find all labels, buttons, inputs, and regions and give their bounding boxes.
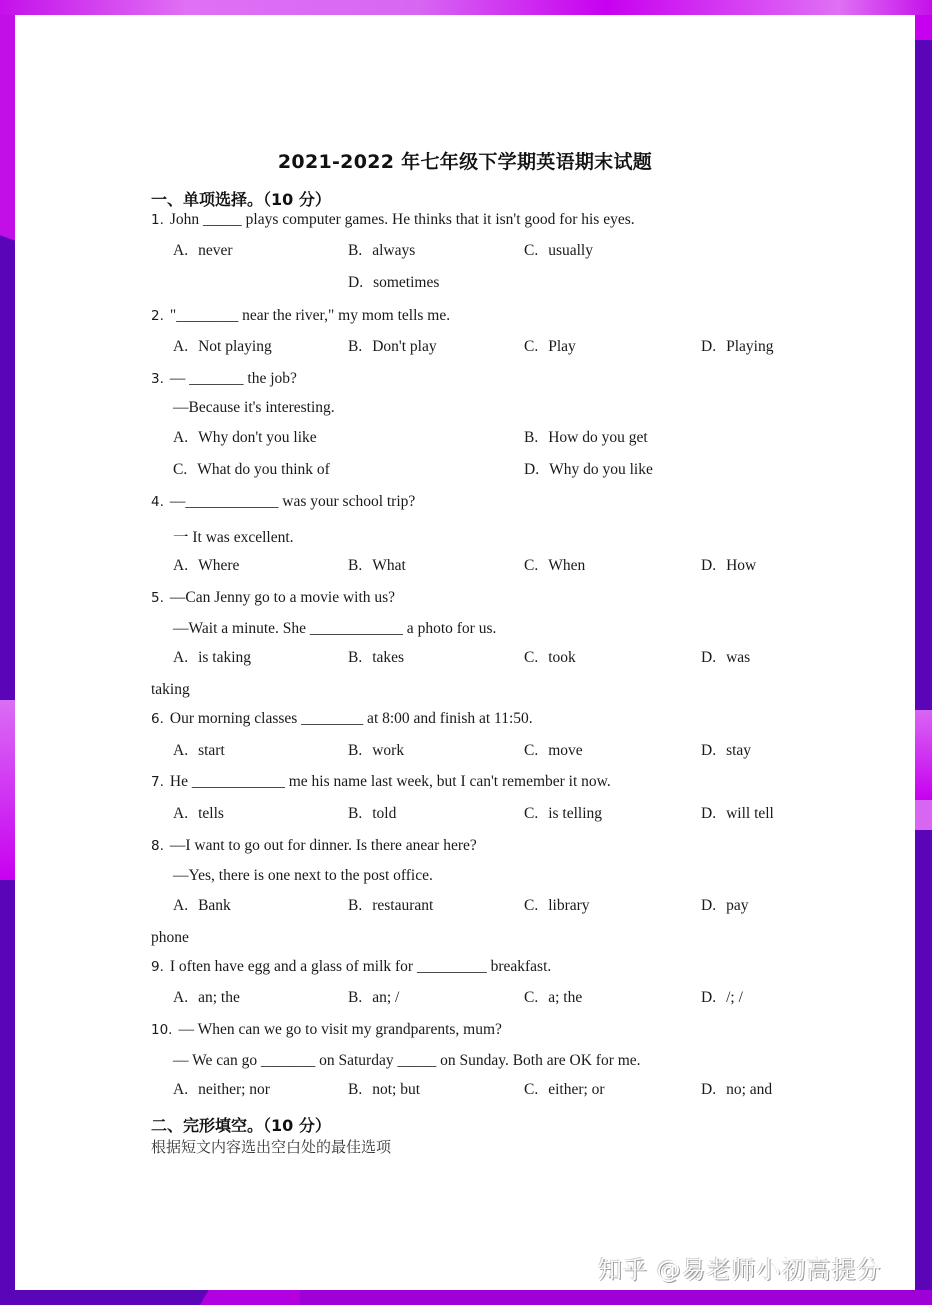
question-text: —____________ was your school trip? [169, 493, 416, 510]
option-text: restaurant [372, 897, 434, 914]
option-letter: B. [348, 897, 363, 914]
option-letter: A. [173, 1081, 189, 1098]
option-letter: D. [701, 805, 717, 822]
option-text: not; but [372, 1081, 421, 1098]
page-title: 2021-2022 年七年级下学期英语期末试题 [277, 151, 653, 173]
option-a[interactable] [173, 742, 225, 760]
option-text: /; / [726, 989, 743, 1006]
option-d[interactable] [701, 805, 774, 823]
exam-sheet [15, 15, 915, 1290]
option-b[interactable] [348, 649, 404, 667]
option-text: Playing [726, 338, 774, 355]
question-text: He ____________ me his name last week, but I can't remember it now. [169, 773, 611, 790]
option-letter: D. [701, 649, 717, 666]
option-a[interactable] [173, 338, 272, 356]
option-letter: A. [173, 897, 189, 914]
section-heading-single-choice: 一、单项选择。（10 分） [151, 190, 331, 209]
option-letter: C. [524, 338, 539, 355]
option-text: Why do you like [549, 461, 653, 478]
option-letter: C. [524, 649, 539, 666]
option-c[interactable] [524, 338, 576, 356]
option-text: was [726, 649, 751, 666]
option-letter: B. [524, 429, 539, 446]
question-text: — When can we go to visit my grandparents, mum? [178, 1021, 502, 1038]
question-number: 10. [151, 1022, 173, 1038]
option-text: When [548, 557, 586, 574]
option-c[interactable] [524, 742, 583, 760]
question-number: 9. [151, 959, 164, 975]
question-reply: —Wait a minute. She ____________ a photo for us. [173, 620, 497, 637]
option-letter: D. [348, 274, 364, 291]
option-a[interactable] [173, 649, 251, 667]
option-letter: D. [701, 557, 717, 574]
option-d[interactable] [348, 274, 439, 292]
option-letter: C. [173, 461, 188, 478]
question-text: John _____ plays computer games. He thinks that it isn't good for his eyes. [169, 211, 635, 228]
option-text: work [372, 742, 405, 759]
option-text: Play [548, 338, 576, 355]
question-text: Our morning classes ________ at 8:00 and finish at 11:50. [169, 710, 533, 727]
option-text: tells [198, 805, 224, 822]
option-text: neither; nor [198, 1081, 270, 1098]
option-text: How do you get [548, 429, 648, 446]
question-stem [151, 493, 415, 511]
option-c[interactable] [524, 1081, 605, 1099]
option-letter: A. [173, 242, 189, 259]
question-stem [151, 958, 551, 976]
option-text: told [372, 805, 397, 822]
option-letter: D. [701, 1081, 717, 1098]
question-stem [151, 773, 611, 791]
option-a[interactable] [173, 989, 240, 1007]
option-text: an; the [198, 989, 240, 1006]
option-letter: C. [524, 989, 539, 1006]
option-letter: A. [173, 742, 189, 759]
option-text: Not playing [198, 338, 272, 355]
section-heading-cloze: 二、完形填空。（10 分） [151, 1116, 331, 1135]
question-number: 6. [151, 711, 164, 727]
question-stem [151, 211, 635, 229]
decor-shape [0, 0, 932, 15]
question-text: I often have egg and a glass of milk for _________ breakfast. [169, 958, 552, 975]
option-letter: A. [173, 338, 189, 355]
option-a[interactable] [173, 1081, 270, 1099]
option-d-wrap: taking [151, 681, 190, 698]
option-c[interactable] [524, 805, 602, 823]
option-letter: C. [524, 1081, 539, 1098]
option-text: stay [726, 742, 752, 759]
option-letter: B. [348, 242, 363, 259]
option-text: no; and [726, 1081, 773, 1098]
question-stem [151, 1021, 502, 1039]
option-text: move [548, 742, 583, 759]
option-text: either; or [548, 1081, 605, 1098]
section-instruction: 根据短文内容选出空白处的最佳选项 [151, 1138, 392, 1156]
option-a[interactable] [173, 429, 317, 447]
option-text: never [198, 242, 233, 259]
option-letter: A. [173, 557, 189, 574]
option-c[interactable] [524, 989, 582, 1007]
option-letter: A. [173, 989, 189, 1006]
option-letter: C. [524, 242, 539, 259]
option-d[interactable] [524, 461, 653, 479]
option-c[interactable] [524, 557, 585, 575]
option-text: takes [372, 649, 405, 666]
option-c[interactable] [524, 242, 593, 260]
question-number: 8. [151, 838, 164, 854]
option-text: usually [548, 242, 593, 259]
option-d[interactable] [701, 897, 748, 915]
question-stem [151, 589, 395, 607]
question-stem [151, 837, 477, 855]
question-text: — _______ the job? [169, 370, 297, 387]
option-d[interactable] [701, 742, 751, 760]
option-text: library [548, 897, 590, 914]
option-d[interactable] [701, 989, 743, 1007]
option-text: is telling [548, 805, 603, 822]
question-reply: —Yes, there is one next to the post office. [173, 867, 433, 884]
option-letter: B. [348, 557, 363, 574]
decor-shape [300, 1290, 932, 1305]
option-c[interactable] [524, 897, 590, 915]
option-b[interactable] [348, 742, 404, 760]
option-letter: D. [701, 338, 717, 355]
option-letter: C. [524, 897, 539, 914]
option-b[interactable] [348, 897, 433, 915]
question-text: —Can Jenny go to a movie with us? [169, 589, 396, 606]
option-text: took [548, 649, 576, 666]
option-b[interactable] [348, 1081, 420, 1099]
option-letter: D. [701, 989, 717, 1006]
question-text: "________ near the river," my mom tells me. [169, 307, 451, 324]
question-number: 4. [151, 494, 164, 510]
option-text: always [372, 242, 416, 259]
option-d[interactable] [701, 649, 750, 667]
option-letter: B. [348, 338, 363, 355]
option-letter: C. [524, 805, 539, 822]
question-number: 2. [151, 308, 164, 324]
option-text: Where [198, 557, 240, 574]
question-number: 5. [151, 590, 164, 606]
question-reply: —Because it's interesting. [173, 399, 335, 416]
option-d[interactable] [701, 1081, 772, 1099]
option-text: will tell [726, 805, 774, 822]
question-reply: 一 It was excellent. [173, 529, 294, 546]
option-text: pay [726, 897, 749, 914]
option-letter: B. [348, 742, 363, 759]
option-a[interactable] [173, 805, 224, 823]
option-c[interactable] [524, 649, 576, 667]
option-letter: A. [173, 429, 189, 446]
option-text: How [726, 557, 757, 574]
option-a[interactable] [173, 242, 233, 260]
question-text: —I want to go out for dinner. Is there anear here? [169, 837, 477, 854]
option-letter: A. [173, 805, 189, 822]
option-text: a; the [548, 989, 583, 1006]
option-text: an; / [372, 989, 400, 1006]
option-letter: D. [701, 742, 717, 759]
question-reply: — We can go _______ on Saturday _____ on Sunday. Both are OK for me. [173, 1052, 641, 1069]
option-c[interactable] [173, 461, 330, 479]
option-letter: C. [524, 742, 539, 759]
question-stem [151, 710, 533, 728]
option-letter: A. [173, 649, 189, 666]
option-text: What [372, 557, 406, 574]
option-letter: B. [348, 1081, 363, 1098]
option-letter: B. [348, 649, 363, 666]
option-text: start [198, 742, 225, 759]
question-stem [151, 307, 450, 325]
option-d[interactable] [701, 557, 756, 575]
option-b[interactable] [348, 805, 396, 823]
question-number: 1. [151, 212, 164, 228]
watermark: 知乎 @易老师小初高提分 [598, 1256, 882, 1284]
option-a[interactable] [173, 897, 231, 915]
option-b[interactable] [348, 338, 437, 356]
option-letter: D. [701, 897, 717, 914]
option-b[interactable] [524, 429, 648, 447]
option-a[interactable] [173, 557, 239, 575]
option-text: sometimes [373, 274, 440, 291]
option-b[interactable] [348, 242, 415, 260]
option-d[interactable] [701, 338, 773, 356]
option-letter: B. [348, 989, 363, 1006]
option-d-wrap: phone [151, 929, 189, 946]
option-letter: D. [524, 461, 540, 478]
option-text: is taking [198, 649, 252, 666]
option-b[interactable] [348, 557, 406, 575]
option-letter: C. [524, 557, 539, 574]
option-b[interactable] [348, 989, 399, 1007]
option-text: Don't play [372, 338, 437, 355]
question-stem [151, 370, 297, 388]
option-text: What do you think of [197, 461, 330, 478]
option-text: Bank [198, 897, 231, 914]
question-number: 3. [151, 371, 164, 387]
option-text: Why don't you like [198, 429, 317, 446]
option-letter: B. [348, 805, 363, 822]
question-number: 7. [151, 774, 164, 790]
